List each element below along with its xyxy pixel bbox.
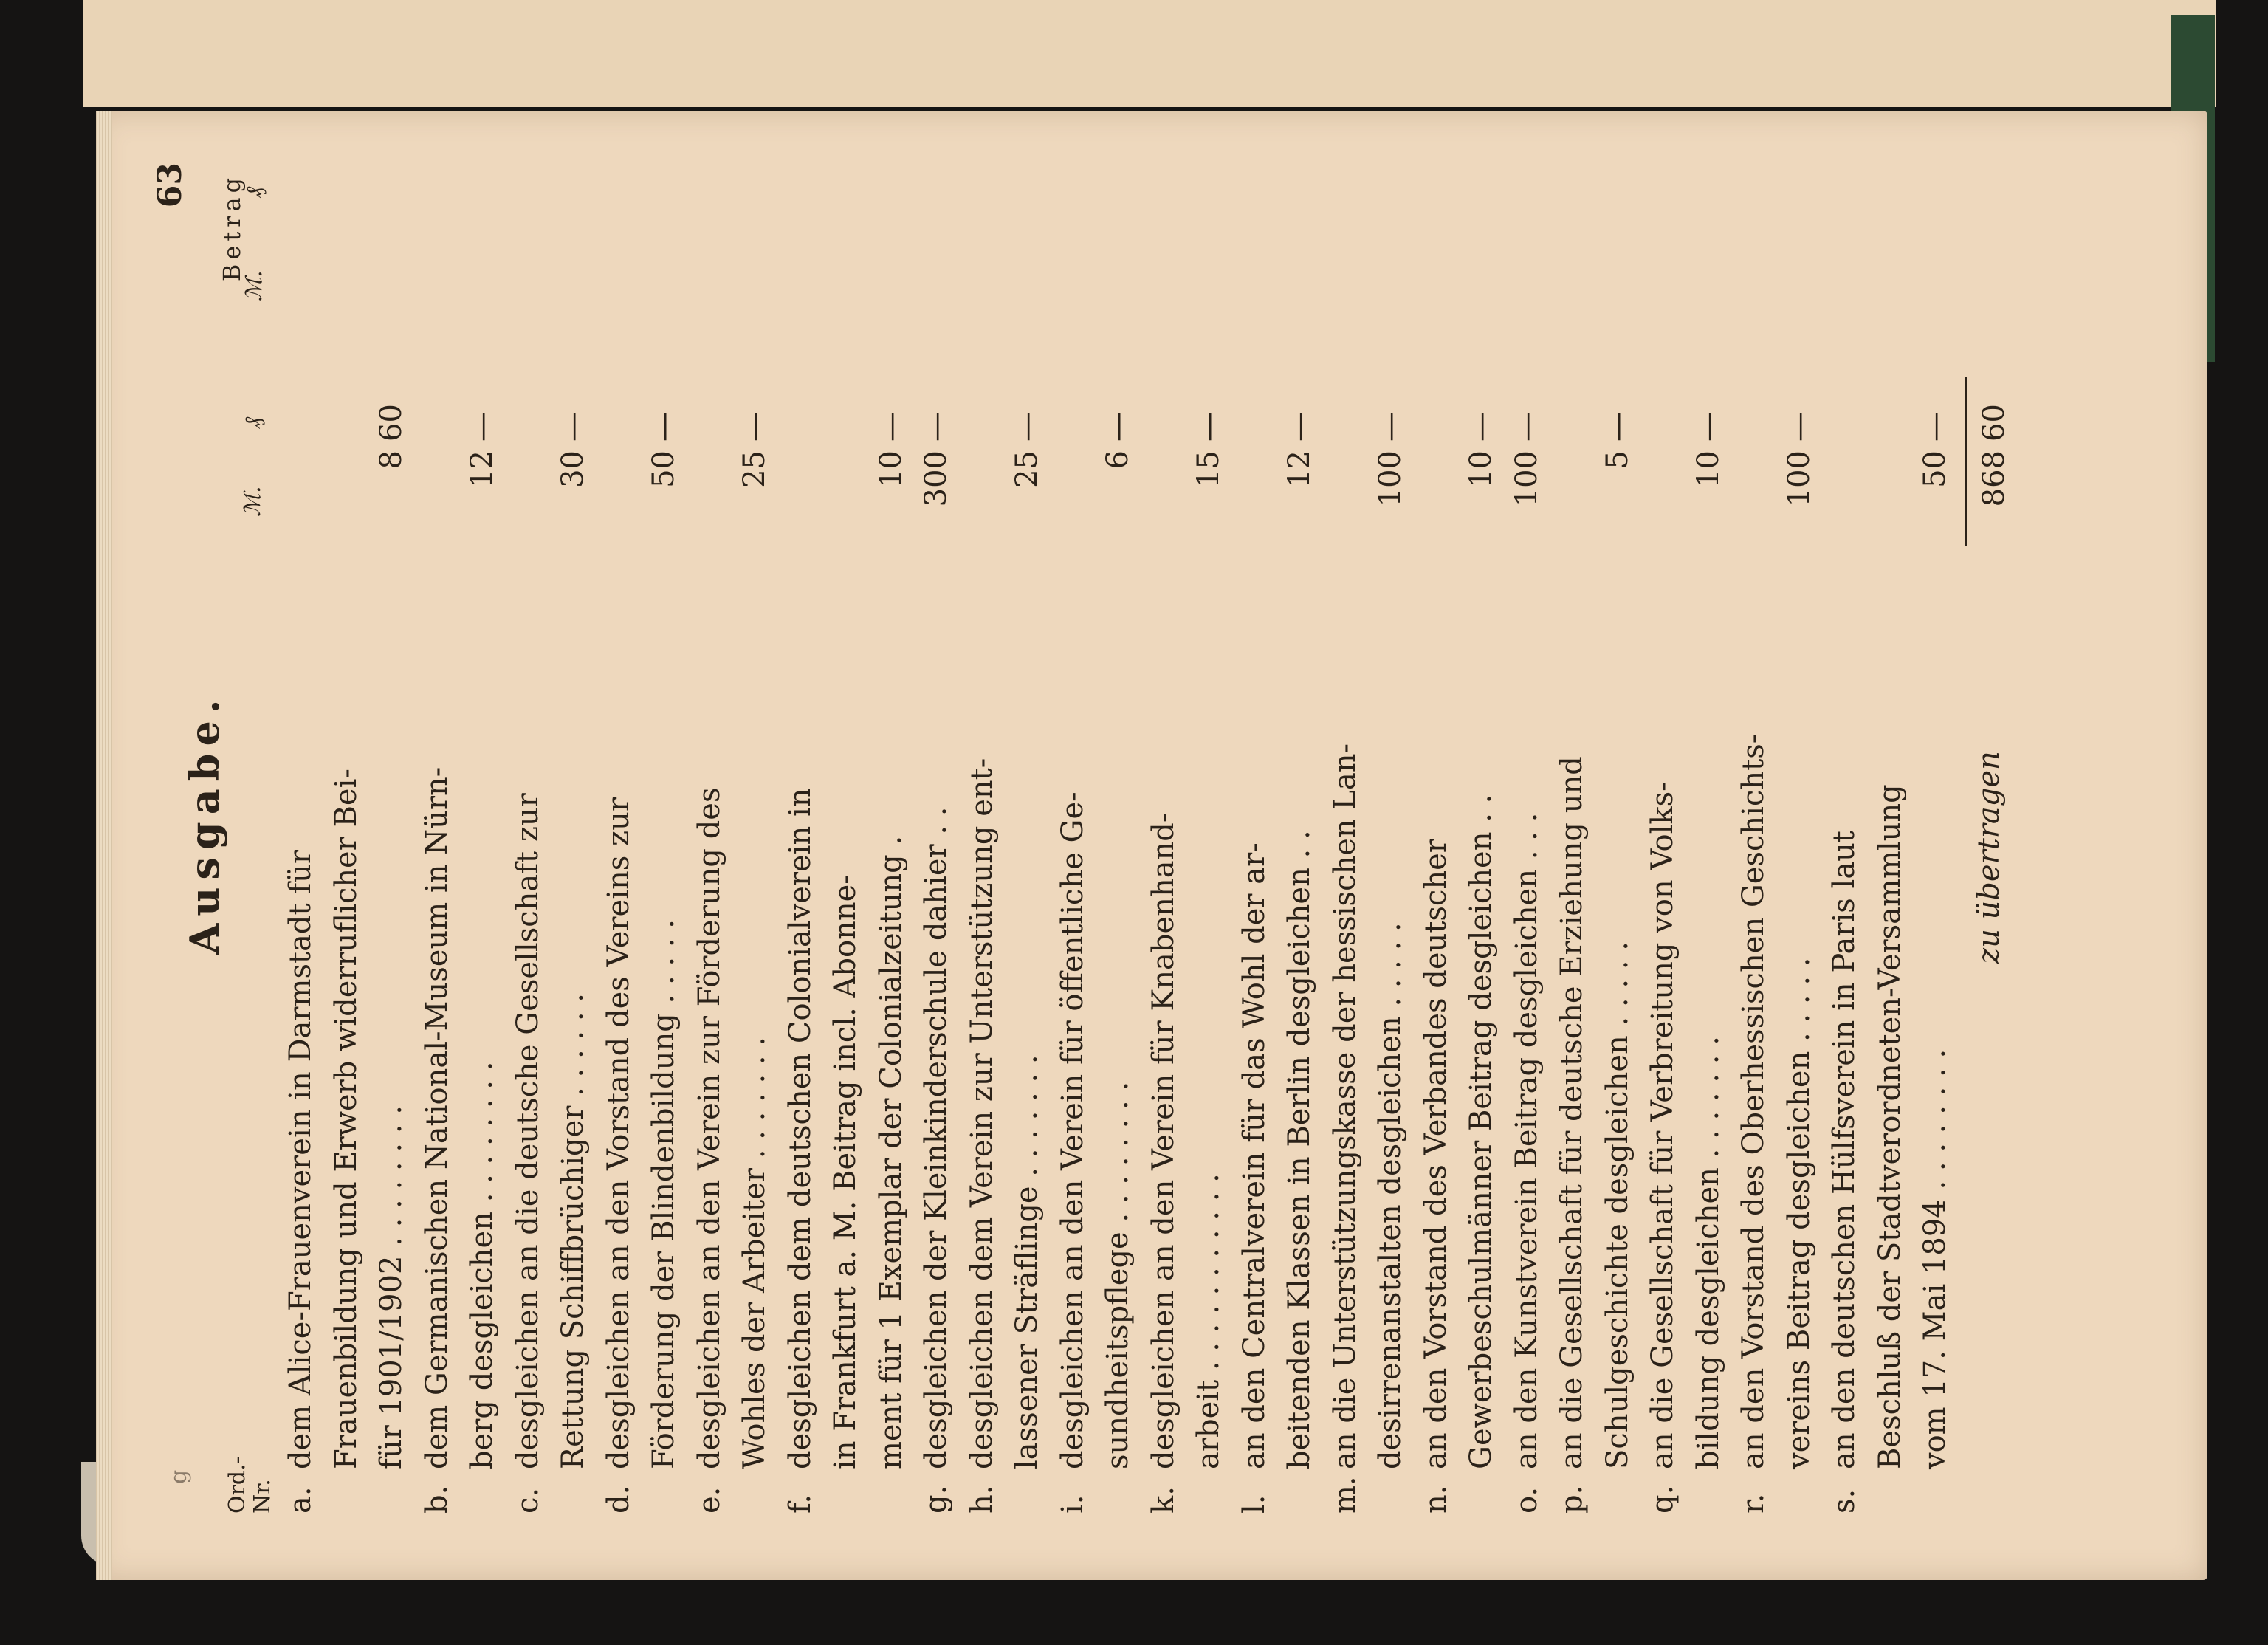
carry-amount-pfennig: 60: [1976, 404, 2011, 442]
item-label: r.: [1736, 1493, 1770, 1514]
item-text: desirrenanstalten desgleichen . . . . .: [1373, 922, 1407, 1469]
expense-item: [1051, 133, 1141, 1514]
carry-amount-mark: 868: [1976, 450, 2011, 507]
corner-mark: g: [166, 1469, 192, 1484]
expense-item: [1822, 133, 1959, 1514]
item-text: dem Germanischen National-Museum in Nürn-: [419, 766, 454, 1469]
item-label: b.: [419, 1485, 454, 1514]
item-label: l.: [1237, 1494, 1271, 1514]
amount-mark: 25: [1010, 450, 1044, 488]
item-text: desgleichen dem Verein zur Unterstützung ent-: [964, 758, 999, 1469]
expense-line: [1595, 133, 1641, 1514]
expense-line: [460, 133, 506, 1514]
facing-page: [83, 0, 2216, 107]
item-label: s.: [1827, 1488, 1861, 1514]
expense-item: [960, 133, 1051, 1514]
expense-line: [1232, 133, 1278, 1514]
amount-mark: 100: [1373, 450, 1407, 507]
expense-item: [1550, 133, 1640, 1514]
expense-line: [1686, 133, 1732, 1514]
expense-line: [1414, 133, 1460, 1514]
item-label: c.: [510, 1487, 545, 1514]
expense-line: [1323, 133, 1369, 1514]
amount-pfennig: —: [465, 412, 499, 442]
amount-mark: 10: [873, 450, 908, 488]
amount-mark: 5: [1600, 450, 1635, 470]
expense-line: [1913, 133, 1959, 1514]
item-label: p.: [1555, 1485, 1589, 1514]
expense-line: [551, 133, 597, 1514]
item-text: Wohles der Arbeiter . . . . . . .: [738, 1036, 772, 1469]
amount-pfennig: —: [1101, 412, 1135, 442]
item-text: desgleichen an den Verein zur Förderung des: [692, 787, 726, 1469]
item-text: für 1901/1902 . . . . . . . .: [374, 1105, 408, 1469]
item-text: beitenden Klassen in Berlin desgleichen . .: [1282, 830, 1316, 1469]
expense-line: [1550, 133, 1595, 1514]
amount-mark: 25: [738, 450, 772, 488]
item-text: an den Vorstand des Verbandes deutscher: [1418, 839, 1453, 1469]
expense-item: [1414, 133, 1505, 1514]
amount-mark: 8: [374, 450, 408, 470]
expense-line: [869, 133, 915, 1514]
expense-line: [1096, 133, 1141, 1514]
item-text: an den Kunstverein Beitrag desgleichen . . .: [1509, 812, 1544, 1469]
amount-mark: 100: [1781, 450, 1816, 507]
amount-pfennig: —: [738, 412, 772, 442]
header-pfennig: ₰: [240, 417, 266, 428]
item-text: Förderung der Blindenbildung . . . . .: [647, 919, 681, 1469]
amount-mark: 12: [465, 450, 499, 488]
item-label: f.: [783, 1494, 817, 1514]
expense-line: [1505, 133, 1550, 1514]
amount-pfennig: —: [1282, 412, 1316, 442]
expense-line: [1822, 133, 1868, 1514]
item-text: an den deutschen Hülfsverein in Paris laut: [1827, 831, 1861, 1469]
item-text: dem Alice-Frauenverein in Darmstadt für: [284, 849, 317, 1469]
item-label: d.: [601, 1485, 636, 1514]
amount-mark: 300: [919, 450, 953, 507]
item-label: i.: [1055, 1494, 1090, 1514]
expense-item: [778, 133, 915, 1514]
item-label: o.: [1509, 1486, 1544, 1514]
amount-mark: 10: [1691, 450, 1725, 488]
expense-item: [1505, 133, 1550, 1514]
amount-pfennig: —: [1010, 412, 1044, 442]
expense-line: [1277, 133, 1323, 1514]
page-content: 63 g Ausgabe. Ord.- Nr. ℳ. ₰ Betrag ℳ. ₰ a. dem Alice-Frauenverein in Darmstadt für Frauenbildung und Erwerb widerruflicher Bei- für 1901/1902 . . . . . . . . 8 60 b. dem Germanischen National-Museum in Nürn- berg desgleichen . . . . . . . . 12 — c. desgleichen an die deutsche Gesellschaft zur Rettung Schiffbrüchiger . . . . . . 30 — d. desgleichen an den Vorstand des Vereins zur Förderung der Blindenbildung . . . . . 50 — e. desgleichen an den Verein zur Förderung des Wohles der Arbeiter . . . . . . . 25 — f. desgleichen dem deutschen Colonialverein in in Frankfurt a. M. Beitrag incl. Abonne- ment für 1 Exemplar der Colonialzeitung . 10 — g. desgleichen der Kleinkinderschule dahier . . 300 — h. desgleichen dem Verein zur Unterstützung ent- lassener Sträflinge . . . . . . . 25 — i. desgleichen an den Verein für öffentliche Ge- sundheitspflege . . . . . . . . 6 — k. desgleichen an den Verein für Knabenhand- arbeit . . . . . . . . . . . 15 — l. an den Centralverein für das Wohl der ar- beitenden Klassen in Berlin desgleichen . . 12 — m. an die Unterstützungskasse der hessischen Lan- desirrenanstalten desgleichen . . . . . 100 — n. an den Vorstand des Verbandes deutscher Gewerbeschulmänner Beitrag desgleichen . . 10 — o. an den Kunstverein Beitrag desgleichen . . . 100 — p. an die Gesellschaft für deutsche Erziehung und Schulgeschichte desgleichen . . . . . 5 — q. an die Gesellschaft für Verbreitung von Volks- bildung desgleichen . . . . . . . 10 — r. an den Vorstand des Oberhessischen Geschichts- vereins Beitrag desgleichen . . . . . 100 — s. an den deutschen Hülfsverein in Paris laut Beschluß der Stadtverordneten-Versammlung vom 17. Mai 1894 . . . . . . . . 50 — zu übertragen 868 60: [151, 133, 2034, 1514]
item-text: desgleichen an den Verein für öffentliche Ge-: [1055, 791, 1090, 1469]
item-text: sundheitspflege . . . . . . . .: [1101, 1081, 1135, 1469]
item-text: Gewerbeschulmänner Beitrag desgleichen . .: [1464, 794, 1498, 1469]
expense-line: [1731, 133, 1777, 1514]
item-text: an den Vorstand des Oberhessischen Geschichts-: [1736, 733, 1770, 1469]
expense-line: [415, 133, 461, 1514]
amount-pfennig: —: [1509, 412, 1544, 442]
expense-line: [278, 133, 324, 1514]
expense-line: [914, 133, 960, 1514]
item-text: an die Gesellschaft für deutsche Erziehung und: [1555, 756, 1589, 1469]
item-label: k.: [1146, 1486, 1181, 1514]
amount-pfennig: —: [1464, 412, 1498, 442]
expense-item: [597, 133, 687, 1514]
expense-item: [687, 133, 778, 1514]
item-text: desgleichen an den Vorstand des Vereins zur: [601, 797, 636, 1469]
expense-line: [1141, 133, 1187, 1514]
expense-line: [1868, 133, 1914, 1514]
expense-line: [1005, 133, 1051, 1514]
amount-mark: 100: [1509, 450, 1544, 507]
item-label: g.: [919, 1485, 953, 1514]
amount-pfennig: —: [1691, 412, 1725, 442]
item-text: Frauenbildung und Erwerb widerruflicher Bei-: [329, 769, 363, 1469]
amount-pfennig: 60: [374, 404, 408, 442]
expense-list: [278, 133, 1959, 1514]
expense-item: [1232, 133, 1323, 1514]
amount-pfennig: —: [556, 412, 590, 442]
amount-pfennig: —: [647, 412, 681, 442]
expense-line: [642, 133, 687, 1514]
amount-pfennig: —: [1918, 412, 1952, 442]
item-text: Rettung Schiffbrüchiger . . . . . .: [556, 993, 590, 1469]
amount-pfennig: —: [1192, 412, 1226, 442]
carry-label: zu übertragen: [1971, 751, 2006, 964]
amount-mark: 15: [1192, 450, 1226, 488]
expense-line: [369, 133, 415, 1514]
expense-item: [278, 133, 415, 1514]
amount-pfennig: —: [1373, 412, 1407, 442]
item-text: desgleichen an den Verein für Knabenhand-: [1146, 812, 1181, 1469]
item-text: an den Centralverein für das Wohl der ar-: [1237, 842, 1271, 1469]
expense-line: [687, 133, 733, 1514]
expense-line: [1459, 133, 1505, 1514]
expense-line: [1368, 133, 1414, 1514]
expense-line: [823, 133, 869, 1514]
page-title: Ausgabe.: [181, 692, 228, 955]
header-mark: ℳ.: [240, 486, 266, 517]
amount-pfennig: —: [919, 412, 953, 442]
expense-item: [415, 133, 506, 1514]
expense-line: [778, 133, 824, 1514]
expense-line: [1186, 133, 1232, 1514]
expense-item: [914, 133, 960, 1514]
item-text: desgleichen dem deutschen Colonialverein in: [783, 788, 817, 1469]
expense-line: [1051, 133, 1096, 1514]
amount-mark: 12: [1282, 450, 1316, 488]
item-label: n.: [1418, 1485, 1453, 1514]
item-text: lassener Sträflinge . . . . . . .: [1010, 1054, 1044, 1469]
item-text: vereins Beitrag desgleichen . . . . .: [1781, 957, 1816, 1469]
expense-line: [732, 133, 778, 1514]
expense-item: [1323, 133, 1414, 1514]
expense-line: [506, 133, 551, 1514]
expense-item: [506, 133, 597, 1514]
header-order-number: Ord.- Nr.: [224, 1456, 275, 1514]
expense-line: [324, 133, 370, 1514]
item-text: an die Unterstützungskasse der hessischen Lan-: [1327, 743, 1362, 1469]
expense-item: [1731, 133, 1822, 1514]
item-text: ment für 1 Exemplar der Colonialzeitung .: [873, 835, 908, 1469]
item-label: a.: [284, 1486, 317, 1514]
item-label: q.: [1646, 1485, 1680, 1514]
expense-line: [597, 133, 642, 1514]
item-text: arbeit . . . . . . . . . . .: [1192, 1173, 1226, 1469]
amount-pfennig: —: [1781, 412, 1816, 442]
item-text: in Frankfurt a. M. Beitrag incl. Abonne-: [828, 874, 862, 1469]
item-text: berg desgleichen . . . . . . . .: [465, 1061, 499, 1469]
header-betrag: Betrag: [218, 173, 246, 282]
item-text: vom 17. Mai 1894 . . . . . . . .: [1918, 1048, 1952, 1469]
item-text: desgleichen der Kleinkinderschule dahier . .: [919, 806, 953, 1469]
sum-rule: [1965, 377, 1967, 546]
amount-mark: 50: [647, 450, 681, 488]
item-text: bildung desgleichen . . . . . . .: [1691, 1036, 1725, 1469]
item-text: an die Gesellschaft für Verbreitung von Volks-: [1646, 781, 1680, 1469]
page-number: 63: [151, 162, 189, 208]
item-label: e.: [692, 1486, 726, 1514]
expense-line: [1640, 133, 1686, 1514]
amount-mark: 10: [1464, 450, 1498, 488]
expense-line: [1777, 133, 1823, 1514]
amount-mark: 6: [1101, 450, 1135, 470]
item-label: m.: [1327, 1476, 1362, 1514]
amount-mark: 30: [556, 450, 590, 488]
item-text: desgleichen an die deutsche Gesellschaft zur: [510, 793, 545, 1469]
amount-pfennig: —: [1600, 412, 1635, 442]
page-stack: [96, 111, 112, 1580]
item-label: h.: [964, 1485, 999, 1514]
expense-item: [1640, 133, 1731, 1514]
item-text: Beschluß der Stadtverordneten-Versammlung: [1872, 784, 1907, 1469]
amount-pfennig: —: [873, 412, 908, 442]
expense-line: [960, 133, 1006, 1514]
expense-item: [1141, 133, 1232, 1514]
item-text: Schulgeschichte desgleichen . . . . .: [1600, 941, 1635, 1469]
amount-mark: 50: [1918, 450, 1952, 488]
